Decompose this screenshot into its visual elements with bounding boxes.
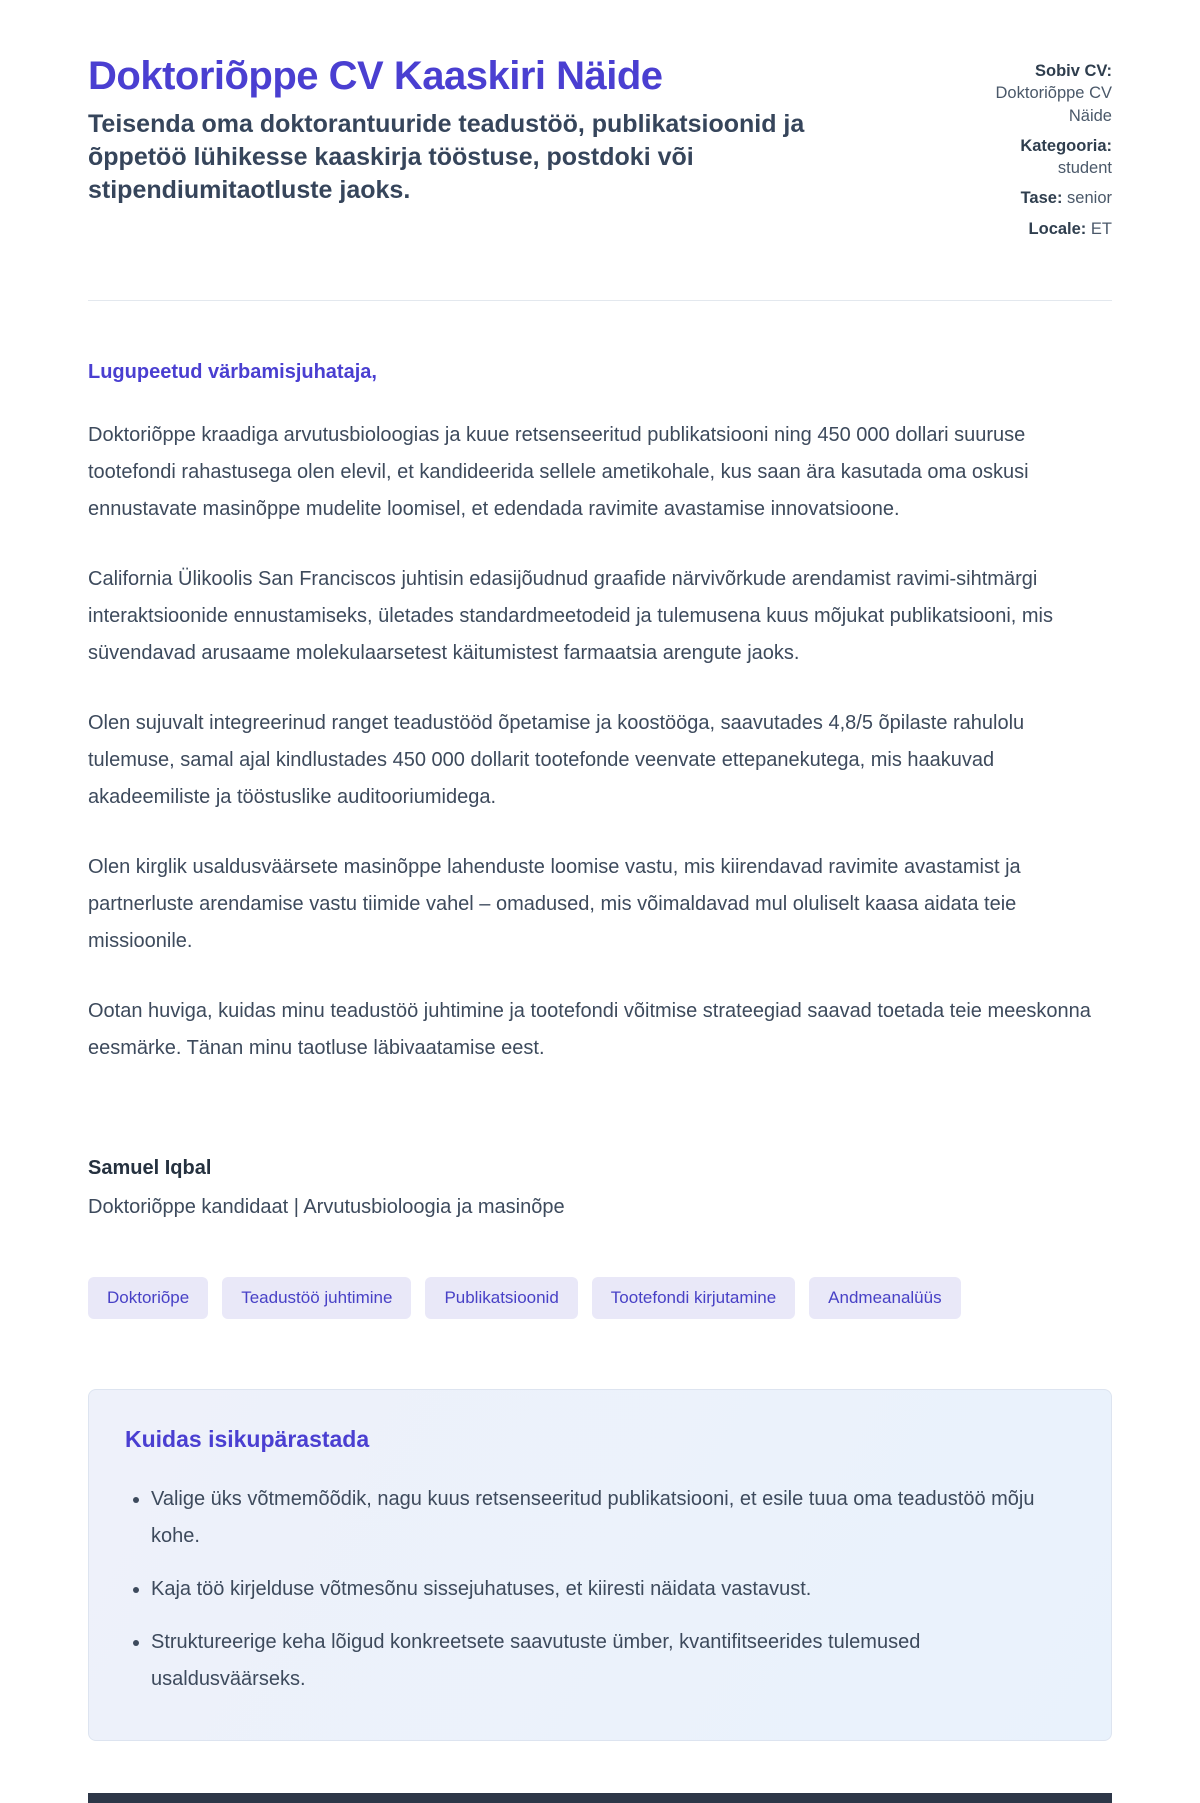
meta-label: Tase:	[1020, 189, 1063, 208]
header-text-block	[88, 54, 833, 207]
footer-bar	[88, 1793, 1112, 1803]
meta-row-category	[962, 135, 1112, 180]
meta-row-level	[962, 187, 1112, 209]
tips-title: Kuidas isikupärastada	[125, 1425, 370, 1452]
signature-name: Samuel Iqbal	[88, 1156, 212, 1179]
tag-chip-publikatsioonid[interactable]: Publikatsioonid	[425, 1277, 577, 1319]
letter-paragraph: California Ülikoolis San Franciscos juhtisin edasijõudnud graafide närvivõrkude arendamist ravimi-sihtmärgi interaktsioonide ennustamiseks, ületades standardmeetodeid ja tulemusena kuus mõjukat publikatsiooni, mis süvendavad arusaame molekulaarsetest käitumistest farmaatsia arengute jaoks.	[88, 567, 1053, 664]
page-container	[88, 0, 1112, 1741]
meta-label: Locale:	[1028, 219, 1087, 238]
page-subtitle: Teisenda oma doktorantuuride teadustöö, publikatsioonid ja õppetöö lühikesse kaaskirja tööstuse, postdoki või stipendiumitaotluste jaoks.	[88, 110, 805, 204]
header-divider	[88, 300, 1112, 301]
cover-letter-body	[88, 361, 1112, 1219]
meta-row-locale	[962, 218, 1112, 240]
tag-chip-tootefondi-kirjutamine[interactable]: Tootefondi kirjutamine	[592, 1277, 795, 1319]
meta-label: Sobiv CV:	[1034, 62, 1112, 80]
meta-row-suitable-cv	[962, 60, 1112, 127]
tag-chip-doktoriope[interactable]: Doktoriõpe	[88, 1277, 208, 1319]
meta-value: senior	[1067, 189, 1112, 208]
letter-paragraph: Olen kirglik usaldusväärsete masinõppe lahenduste loomise vastu, mis kiirendavad ravimite avastamist ja partnerluste arendamise vastu tiimide vahel – omadused, mis võimaldavad mul oluliselt kaasa aidata teie missioonile.	[88, 855, 1021, 952]
meta-value: student	[1057, 159, 1112, 178]
signature-role: Doktoriõppe kandidaat | Arvutusbioloogia ja masinõpe	[88, 1195, 565, 1218]
tag-chip-teadustoo-juhtimine[interactable]: Teadustöö juhtimine	[222, 1277, 411, 1319]
tips-item: • Valige üks võtmemõõdik, nagu kuus retsenseeritud publikatsiooni, et esile tuua oma teadustöö mõju kohe.	[151, 1481, 1075, 1555]
tips-item: • Kaja töö kirjelduse võtmesõnu sissejuhatuses, et kiiresti näidata vastavust.	[151, 1571, 1075, 1608]
personalization-tips-panel	[88, 1389, 1112, 1741]
tag-list	[88, 1277, 1112, 1319]
header	[88, 54, 1112, 248]
meta-panel	[962, 54, 1112, 248]
page-title: Doktoriõppe CV Kaaskiri Näide	[88, 54, 663, 98]
meta-value: Doktoriõppe CV Näide	[995, 84, 1112, 125]
meta-label: Kategooria:	[1020, 136, 1112, 155]
meta-value: ET	[1090, 219, 1112, 238]
tips-item: • Struktureerige keha lõigud konkreetsete saavutuste ümber, kvantifitseerides tulemused usaldusväärseks.	[151, 1624, 1075, 1698]
tips-list	[125, 1481, 1075, 1698]
tag-chip-andmeanaluus[interactable]: Andmeanalüüs	[809, 1277, 960, 1319]
letter-greeting: Lugupeetud värbamisjuhataja,	[88, 360, 377, 383]
letter-paragraph: Olen sujuvalt integreerinud ranget teadustööd õpetamise ja koostööga, saavutades 4,8/5 õpilaste rahulolu tulemuse, samal ajal kindlustades 450 000 dollarit tootefonde veenvate ettepanekutega, mis haakuvad akadeemiliste ja tööstuslike auditooriumidega.	[88, 711, 1025, 808]
letter-paragraph: Doktoriõppe kraadiga arvutusbioloogias ja kuue retsenseeritud publikatsiooni ning 450 000 dollari suuruse tootefondi rahastusega olen elevil, et kandideerida sellele ametikohale, kus saan ära kasutada oma oskusi ennustavate masinõppe mudelite loomisel, et edendada ravimite avastamise innovatsioone.	[88, 423, 1029, 520]
letter-paragraph: Ootan huviga, kuidas minu teadustöö juhtimine ja tootefondi võitmise strateegiad saavad toetada teie meeskonna eesmärke. Tänan minu taotluse läbivaatamise eest.	[88, 999, 1091, 1059]
